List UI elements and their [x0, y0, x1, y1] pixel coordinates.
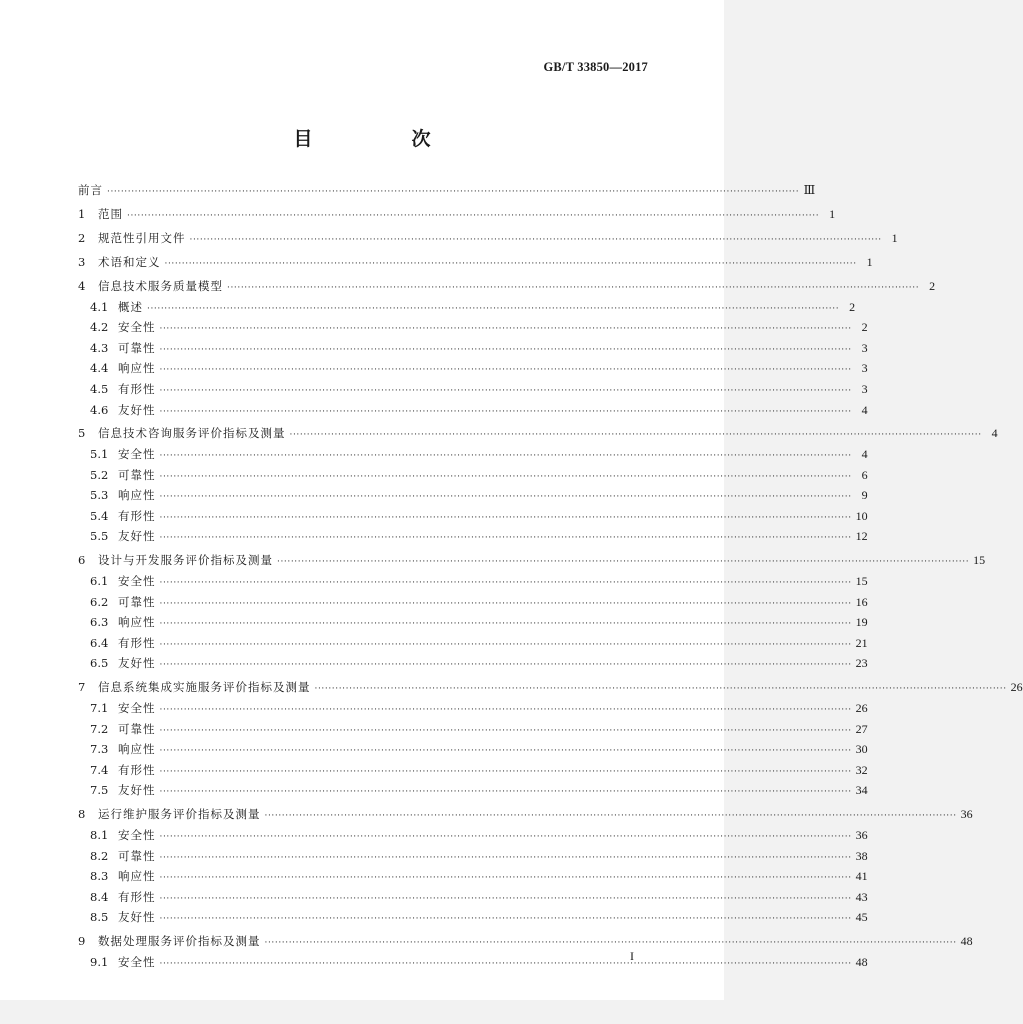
toc-subentry[interactable]: [78, 866, 868, 887]
dot-leader: ········································································································································································································: [159, 766, 852, 777]
toc-entry-page: 3: [861, 361, 868, 376]
dot-leader: ········································································································································································································: [159, 512, 852, 523]
dot-leader: ········································································································································································································: [159, 958, 852, 969]
dot-leader: ········································································································································································································: [159, 852, 852, 863]
toc-entry-title: 有形性: [118, 381, 156, 396]
toc-entry-number: 6.3: [90, 615, 109, 630]
toc-entry-title: 响应性: [118, 615, 156, 630]
toc-subentry[interactable]: [78, 297, 856, 318]
toc-entry-page: 2: [861, 320, 868, 335]
dot-leader: ········································································································································································································: [159, 660, 852, 671]
toc-entry-number: 7.5: [90, 783, 109, 798]
toc-subentry[interactable]: [78, 338, 868, 359]
dot-leader: ········································································································································································································: [289, 430, 982, 441]
toc-entry-number: 6.2: [90, 594, 109, 609]
toc-entry-title: 可靠性: [118, 467, 156, 482]
toc-entry-number: 7.2: [90, 721, 109, 736]
toc-entry-number: 5: [78, 426, 86, 441]
toc-entry-page: Ⅲ: [803, 183, 816, 197]
dot-leader: ········································································································································································································: [159, 639, 852, 650]
toc-entry-page: 4: [861, 447, 868, 462]
toc-subentry[interactable]: [78, 698, 868, 719]
toc-entry[interactable]: [78, 228, 898, 249]
toc-entry-title: 概述: [118, 299, 143, 314]
toc-entry-title: 友好性: [118, 402, 156, 417]
toc-entry-title: 安全性: [118, 320, 156, 335]
toc-entry-page: 30: [855, 742, 868, 757]
toc-entry-number: 4: [78, 278, 86, 293]
dot-leader: ········································································································································································································: [159, 406, 852, 417]
toc-entry-page: 3: [861, 381, 868, 396]
toc-entry-title: 响应性: [118, 742, 156, 757]
toc-entry-number: 9: [78, 934, 86, 949]
toc-entry-number: 8.2: [90, 848, 109, 863]
toc-entry-page: 26: [855, 700, 868, 715]
toc-subentry[interactable]: [78, 379, 868, 400]
toc-entry-number: 7.3: [90, 742, 109, 757]
toc-subentry[interactable]: [78, 739, 868, 760]
dot-leader: ········································································································································································································: [159, 344, 852, 355]
dot-leader: ········································································································································································································: [107, 187, 800, 197]
dot-leader: ········································································································································································································: [227, 282, 920, 293]
dot-leader: ········································································································································································································: [159, 324, 852, 335]
toc-entry-page: 48: [960, 934, 973, 949]
toc-entry-page: 2: [929, 278, 936, 293]
dot-leader: ········································································································································································································: [159, 725, 852, 736]
toc-entry-page: 32: [855, 762, 868, 777]
toc-entry-page: 36: [855, 827, 868, 842]
toc-subentry[interactable]: [78, 846, 868, 867]
toc-entry-number: 6: [78, 553, 86, 568]
toc-entry-number: 1: [78, 206, 86, 221]
toc-entry-page: 1: [829, 206, 836, 221]
toc-subentry[interactable]: [78, 465, 868, 486]
dot-leader: ········································································································································································································: [264, 938, 957, 949]
toc-entry-page: 48: [855, 954, 868, 969]
toc-entry-title: 可靠性: [118, 721, 156, 736]
toc-entry-title: 有形性: [118, 889, 156, 904]
toc-entry-page: 15: [973, 553, 986, 568]
toc-entry-number: 7: [78, 680, 86, 695]
dot-leader: ········································································································································································································: [147, 303, 840, 314]
toc-entry-title: 响应性: [118, 488, 156, 503]
toc-entry-title: 设计与开发服务评价指标及测量: [98, 553, 273, 568]
dot-leader: ········································································································································································································: [159, 787, 852, 798]
toc-entry-page: 1: [866, 254, 873, 269]
dot-leader: ········································································································································································································: [159, 365, 852, 376]
toc-entry-page: 15: [855, 574, 868, 589]
dot-leader: ········································································································································································································: [159, 873, 852, 884]
toc-entry-title: 信息技术咨询服务评价指标及测量: [98, 426, 286, 441]
toc-entry-number: 7.4: [90, 762, 109, 777]
toc-title: 目 次: [293, 128, 471, 150]
toc-entry-number: 4.1: [90, 299, 109, 314]
toc-subentry[interactable]: [78, 887, 868, 908]
toc-subentry[interactable]: [78, 612, 868, 633]
toc-subentry[interactable]: [78, 526, 868, 547]
dot-leader: ········································································································································································································: [127, 210, 820, 221]
toc-entry-title: 响应性: [118, 361, 156, 376]
toc-entry-number: 5.4: [90, 508, 109, 523]
toc-entry-number: 4.6: [90, 402, 109, 417]
toc-entry-title: 安全性: [118, 574, 156, 589]
dot-leader: ········································································································································································································: [159, 471, 852, 482]
dot-leader: ········································································································································································································: [159, 746, 852, 757]
toc-subentry[interactable]: [78, 760, 868, 781]
toc-subentry[interactable]: [78, 633, 868, 654]
toc-entry-page: 38: [855, 848, 868, 863]
toc-entry-number: 8.5: [90, 910, 109, 925]
toc-entry-title: 可靠性: [118, 340, 156, 355]
toc-entry-page: 26: [1010, 680, 1023, 695]
dot-leader: ········································································································································································································: [264, 811, 957, 822]
toc-entry-title: 信息技术服务质量模型: [98, 278, 223, 293]
toc-entry-page: 4: [991, 426, 998, 441]
toc-entry-title: 友好性: [118, 910, 156, 925]
dot-leader: ········································································································································································································: [159, 619, 852, 630]
dot-leader: ········································································································································································································: [159, 492, 852, 503]
toc-subentry[interactable]: [78, 485, 868, 506]
dot-leader: ········································································································································································································: [159, 598, 852, 609]
toc-entry-title: 前言: [78, 183, 103, 197]
toc-entry-number: 8.3: [90, 869, 109, 884]
toc-entry-title: 可靠性: [118, 848, 156, 863]
dot-leader: ········································································································································································································: [159, 385, 852, 396]
toc-entry-number: 5.2: [90, 467, 109, 482]
table-of-contents: [78, 180, 1023, 972]
toc-entry-page: 23: [855, 656, 868, 671]
toc-entry-title: 术语和定义: [98, 254, 161, 269]
toc-entry-page: 43: [855, 889, 868, 904]
toc-entry-page: 27: [855, 721, 868, 736]
toc-entry-number: 4.4: [90, 361, 109, 376]
toc-entry-page: 1: [891, 230, 898, 245]
toc-entry-title: 安全性: [118, 954, 156, 969]
toc-entry-page: 19: [855, 615, 868, 630]
toc-subentry[interactable]: [78, 825, 868, 846]
dot-leader: ········································································································································································································: [164, 258, 857, 269]
toc-entry-number: 4.3: [90, 340, 109, 355]
toc-entry-number: 3: [78, 254, 86, 269]
toc-entry-number: 9.1: [90, 954, 109, 969]
toc-entry-title: 有形性: [118, 762, 156, 777]
dot-leader: ········································································································································································································: [277, 557, 970, 568]
toc-entry-page: 41: [855, 869, 868, 884]
toc-subentry[interactable]: [78, 400, 868, 421]
dot-leader: ········································································································································································································: [159, 914, 852, 925]
toc-entry-title: 安全性: [118, 827, 156, 842]
toc-entry[interactable]: [78, 550, 986, 571]
toc-entry-title: 安全性: [118, 700, 156, 715]
toc-entry[interactable]: [78, 804, 973, 825]
toc-entry-title: 信息系统集成实施服务评价指标及测量: [98, 680, 311, 695]
toc-entry[interactable]: [78, 276, 936, 297]
toc-entry-number: 8: [78, 807, 86, 822]
toc-subentry[interactable]: [78, 952, 868, 973]
toc-entry-page: 16: [855, 594, 868, 609]
toc-entry-page: 9: [861, 488, 868, 503]
toc-entry-number: 4.2: [90, 320, 109, 335]
toc-subentry[interactable]: [78, 780, 868, 801]
dot-leader: ········································································································································································································: [159, 451, 852, 462]
toc-entry-page: 2: [849, 299, 856, 314]
toc-subentry[interactable]: [78, 317, 868, 338]
toc-entry[interactable]: [78, 931, 973, 952]
toc-entry-title: 有形性: [118, 635, 156, 650]
dot-leader: ········································································································································································································: [159, 831, 852, 842]
toc-entry-page: 4: [861, 402, 868, 417]
toc-entry-title: 友好性: [118, 656, 156, 671]
toc-entry-number: 6.1: [90, 574, 109, 589]
toc-entry-page: 3: [861, 340, 868, 355]
toc-subentry[interactable]: [78, 358, 868, 379]
toc-entry-title: 数据处理服务评价指标及测量: [98, 934, 261, 949]
toc-subentry[interactable]: [78, 571, 868, 592]
toc-entry-number: 6.4: [90, 635, 109, 650]
toc-entry-number: 5.1: [90, 447, 109, 462]
toc-entry-title: 范围: [98, 206, 123, 221]
toc-entry-number: 8.1: [90, 827, 109, 842]
toc-subentry[interactable]: [78, 719, 868, 740]
toc-entry-title: 友好性: [118, 529, 156, 544]
toc-entry-number: 2: [78, 230, 86, 245]
toc-entry-number: 5.3: [90, 488, 109, 503]
toc-subentry[interactable]: [78, 592, 868, 613]
toc-subentry[interactable]: [78, 506, 868, 527]
toc-entry-number: 5.5: [90, 529, 109, 544]
toc-entry-number: 4.5: [90, 381, 109, 396]
toc-entry[interactable]: [78, 423, 998, 444]
toc-entry-page: 12: [855, 529, 868, 544]
toc-subentry[interactable]: [78, 444, 868, 465]
toc-entry-page: 36: [960, 807, 973, 822]
toc-entry-title: 响应性: [118, 869, 156, 884]
dot-leader: ········································································································································································································: [314, 684, 1007, 695]
toc-entry-number: 8.4: [90, 889, 109, 904]
dot-leader: ········································································································································································································: [159, 704, 852, 715]
toc-entry-number: 6.5: [90, 656, 109, 671]
toc-entry-title: 友好性: [118, 783, 156, 798]
page-number: I: [630, 949, 634, 963]
toc-entry-title: 运行维护服务评价指标及测量: [98, 807, 261, 822]
toc-entry[interactable]: [78, 677, 1023, 698]
toc-entry-title: 可靠性: [118, 594, 156, 609]
toc-subentry[interactable]: [78, 653, 868, 674]
toc-entry[interactable]: [78, 252, 873, 273]
toc-entry-number: 7.1: [90, 700, 109, 715]
dot-leader: ········································································································································································································: [159, 533, 852, 544]
dot-leader: ········································································································································································································: [159, 578, 852, 589]
toc-entry-page: 21: [855, 635, 868, 650]
toc-entry-page: 45: [855, 910, 868, 925]
toc-entry[interactable]: [78, 204, 836, 225]
toc-entry-title: 规范性引用文件: [98, 230, 186, 245]
toc-entry-page: 34: [855, 783, 868, 798]
toc-entry[interactable]: [78, 180, 816, 201]
toc-subentry[interactable]: [78, 907, 868, 928]
toc-entry-page: 6: [861, 467, 868, 482]
toc-entry-title: 安全性: [118, 447, 156, 462]
standard-number: GB/T 33850—2017: [543, 60, 648, 74]
dot-leader: ········································································································································································································: [189, 234, 882, 245]
dot-leader: ········································································································································································································: [159, 893, 852, 904]
toc-entry-page: 10: [855, 508, 868, 523]
toc-entry-title: 有形性: [118, 508, 156, 523]
